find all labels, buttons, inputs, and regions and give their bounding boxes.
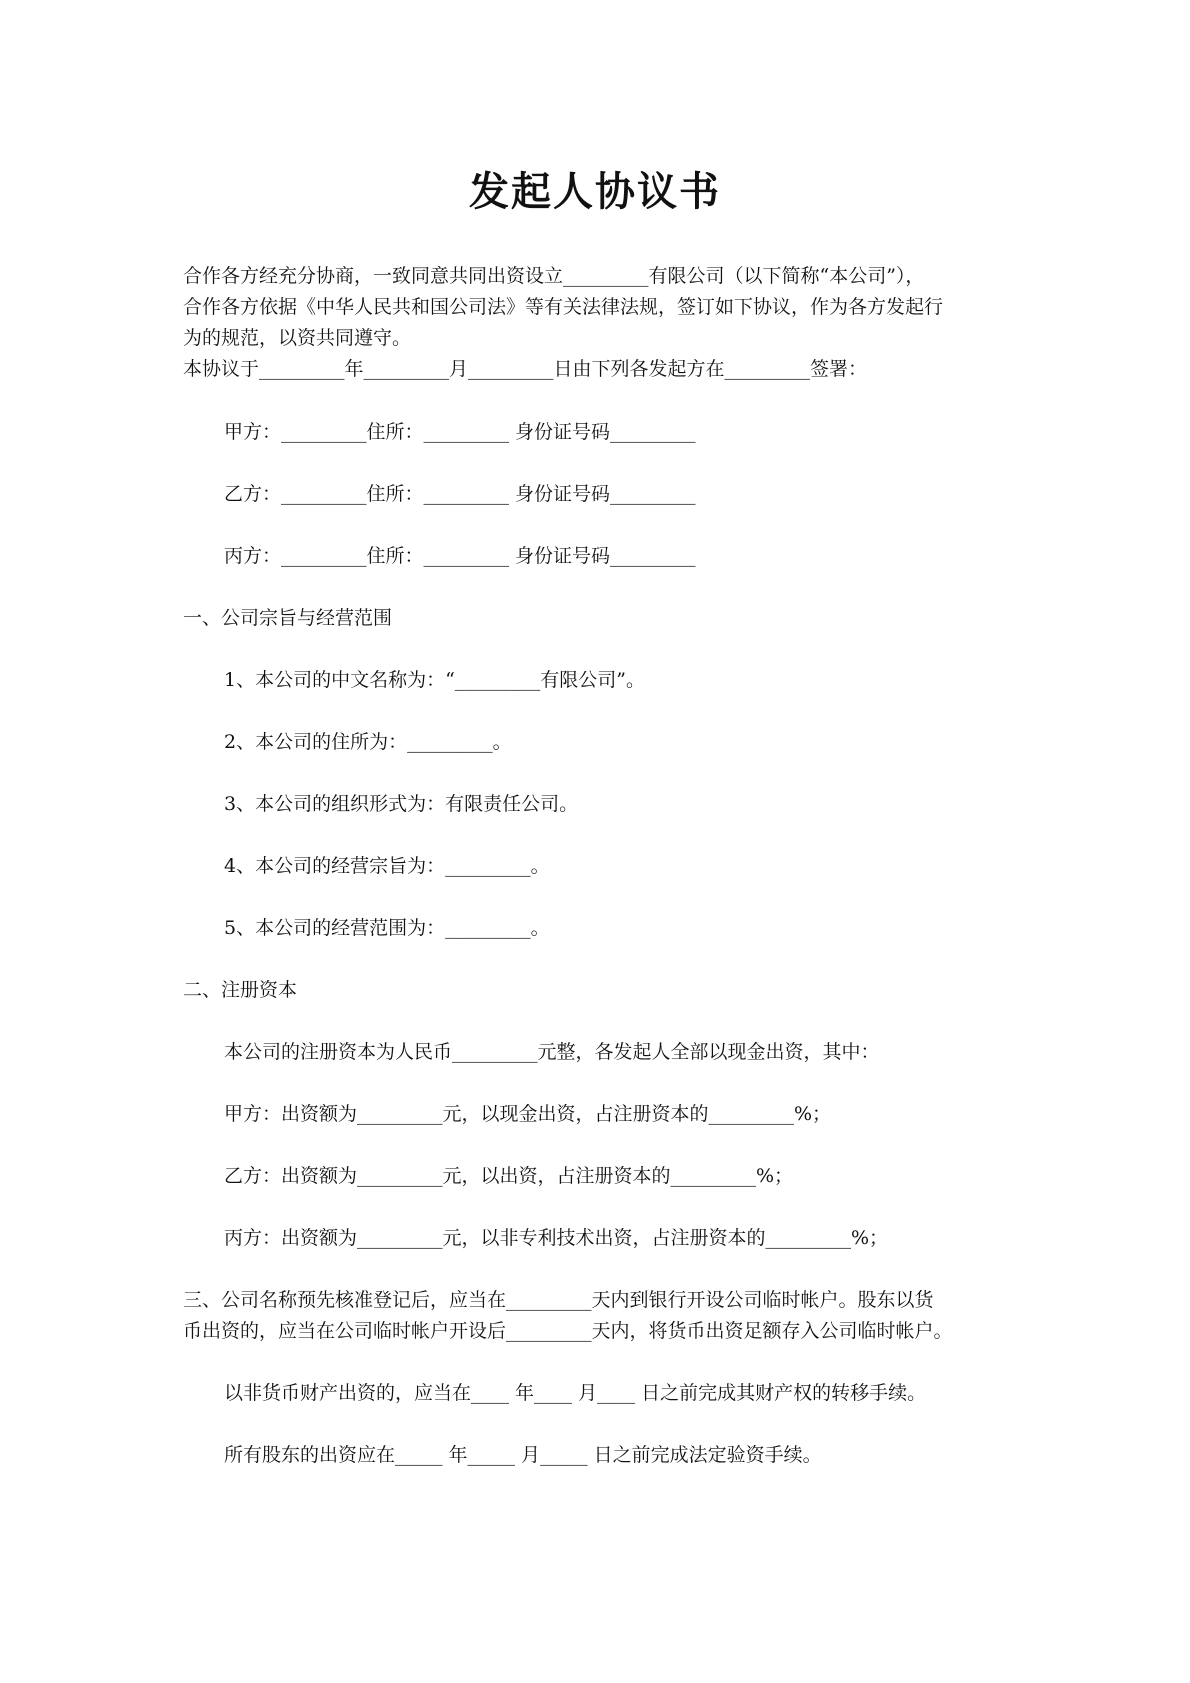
section1-heading: 一、公司宗旨与经营范围	[183, 607, 393, 629]
section2-line-1: 本公司的注册资本为人民币_________元整，各发起人全部以现金出资，其中：	[224, 1041, 880, 1063]
section2-heading: 二、注册资本	[183, 979, 298, 1001]
section1-item-3: 3、本公司的组织形式为：有限责任公司。	[224, 793, 579, 815]
section2-line-4: 丙方：出资额为_________元，以非专利技术出资，占注册资本的_________%；	[224, 1227, 889, 1249]
document-title: 发起人协议书	[469, 168, 721, 215]
section2-line-3: 乙方：出资额为_________元，以出资，占注册资本的_________%；	[224, 1165, 794, 1187]
intro-line-2: 合作各方依据《中华人民共和国公司法》等有关法律法规，签订如下协议，作为各方发起行	[183, 296, 944, 318]
intro-line-4: 本协议于_________年_________月_________日由下列各发起方在_________签署：	[183, 358, 868, 380]
section1-item-1: 1、本公司的中文名称为：“_________有限公司”。	[224, 669, 646, 691]
section3-line-1: 三、公司名称预先核准登记后，应当在_________天内到银行开设公司临时帐户。股东以货	[183, 1289, 934, 1311]
intro-line-3: 为的规范，以资共同遵守。	[183, 327, 412, 349]
section1-item-4: 4、本公司的经营宗旨为：_________。	[224, 855, 550, 877]
section1-item-5: 5、本公司的经营范围为：_________。	[224, 917, 550, 939]
section1-item-2: 2、本公司的住所为：_________。	[224, 731, 512, 753]
section3-line-2: 币出资的，应当在公司临时帐户开设后_________天内，将货币出资足额存入公司临时帐户。	[183, 1320, 953, 1342]
section2-line-2: 甲方：出资额为_________元，以现金出资，占注册资本的_________%；	[224, 1103, 832, 1125]
intro-line-1: 合作各方经充分协商，一致同意共同出资设立_________有限公司（以下简称“本公司”），	[183, 265, 925, 287]
party-b: 乙方：_________住所：_________ 身份证号码_________	[224, 483, 696, 505]
party-a: 甲方：_________住所：_________ 身份证号码_________	[224, 421, 696, 443]
party-c: 丙方：_________住所：_________ 身份证号码_________	[224, 545, 696, 567]
section3-para-2: 所有股东的出资应在_____ 年_____ 月_____ 日之前完成法定验资手续。	[224, 1444, 822, 1466]
section3-para-1: 以非货币财产出资的，应当在____ 年____ 月____ 日之前完成其财产权的转移手续。	[224, 1382, 927, 1404]
